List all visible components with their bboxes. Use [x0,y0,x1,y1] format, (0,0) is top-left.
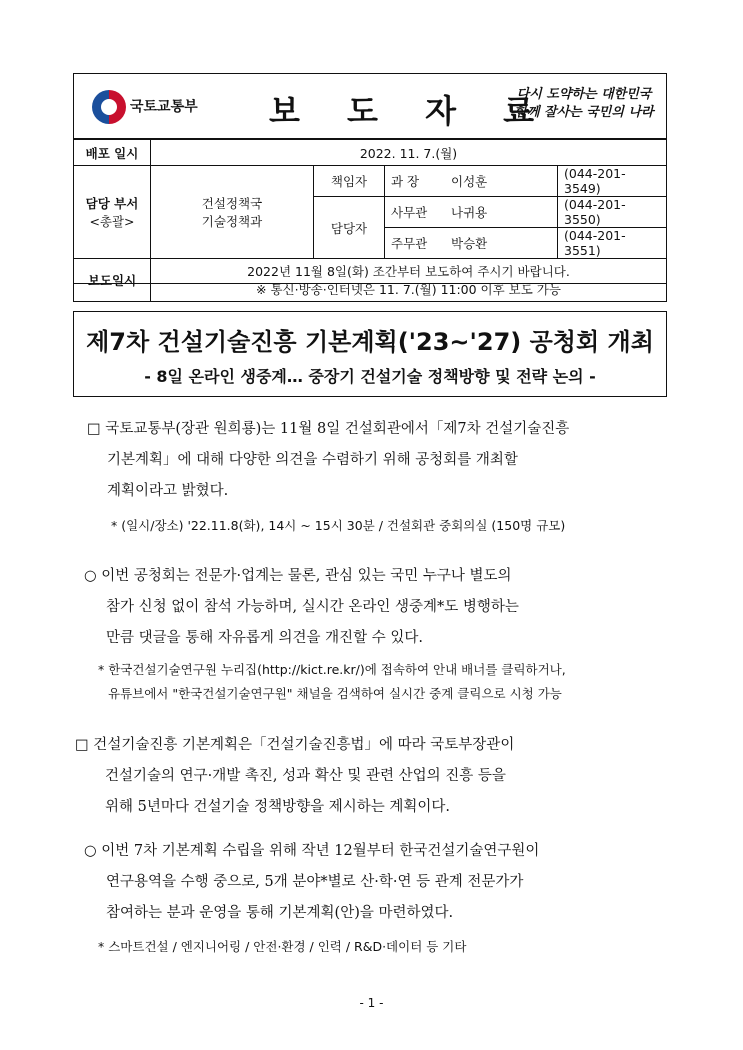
divider [73,283,667,284]
p3-role: 주무관 [391,236,428,251]
p2-name: 나귀용 [451,205,488,220]
section-3 [75,730,675,823]
release-line-2: ※ 통신·방송·인터넷은 11. 7.(월) 11:00 이후 보도 가능 [256,282,561,297]
s2-line-3: 만큼 댓글을 통해 자유롭게 의견을 개진할 수 있다. [106,630,424,646]
section-1 [87,414,687,507]
p3 [385,228,558,259]
dept-1: 건설정책국 [201,196,263,211]
p1-name: 이성훈 [451,174,488,189]
s3-line-2: 건설기술의 연구·개발 촉진, 성과 확산 및 관련 산업의 진흥 등을 [105,768,506,784]
subheadline: - 8일 온라인 생중계… 중장기 건설기술 정책방향 및 전략 논의 - [144,367,596,386]
release-info [151,259,667,302]
p1-role: 과 장 [391,174,420,189]
slogan-line-1: 다시 도약하는 대한민국 [516,87,652,102]
dept-label-text: 담당 부서 [85,196,139,211]
s4-line-3: 참여하는 분과 운영을 통해 기본계획(안)을 마련하였다. [106,905,454,921]
release-label: 보도일시 [74,259,151,302]
s3-line-1: □ 건설기술진흥 기본계획은「건설기술진흥법」에 따라 국토부장관이 [75,737,515,753]
ministry-logo-icon [92,90,126,124]
dist-date: 2022. 11. 7.(월) [151,140,667,166]
s2-note-1: * 한국건설기술연구원 누리집(http://kict.re.kr/)에 접속하여 안내 배너를 클릭하거나, [98,662,566,677]
section-4 [84,836,684,929]
p1-tel: (044-201-3549) [558,166,667,197]
p3-tel: (044-201-3551) [558,228,667,259]
s4-line-2: 연구용역을 수행 중으로, 5개 분야*별로 산·학·연 등 관계 전문가가 [106,874,524,890]
dept-sub-text: <총괄> [89,214,135,229]
s1-line-1: □ 국토교통부(장관 원희룡)는 11월 8일 건설회관에서「제7차 건설기술진흥 [87,421,570,437]
ministry-name: 국토교통부 [130,99,198,115]
s2-notes [98,658,566,706]
section-2 [84,561,684,654]
release-line-1: 2022년 11월 8일(화) 조간부터 보도하여 주시기 바랍니다. [247,264,570,279]
s2-line-1: ○ 이번 공청회는 전문가·업계는 물론, 관심 있는 국민 누구나 별도의 [84,568,512,584]
dept-label [74,166,151,259]
p3-name: 박승환 [451,236,488,251]
dept-2: 기술정책과 [201,214,263,229]
p2-tel: (044-201-3550) [558,197,667,228]
s2-note-2: 유튜브에서 "한국건설기술연구원" 채널을 검색하여 실시간 중계 클릭으로 시청 가능 [108,686,562,701]
p1 [385,166,558,197]
dept-names [151,166,314,259]
slogan-line-2: 함께 잘사는 국민의 나라 [514,105,654,120]
s3-line-3: 위해 5년마다 건설기술 정책방향을 제시하는 계획이다. [105,799,451,815]
dist-label: 배포 일시 [74,140,151,166]
s4-note: * 스마트건설 / 엔지니어링 / 안전·환경 / 인력 / R&D·데이터 등 기타 [98,939,467,954]
s2-line-2: 참가 신청 없이 참석 가능하며, 실시간 온라인 생중계*도 병행하는 [106,599,519,615]
s1-line-3: 계획이라고 밝혔다. [107,483,229,499]
page-number: - 1 - [359,996,384,1010]
s1-note: * (일시/장소) '22.11.8(화), 14시 ~ 15시 30분 / 건설회관 중회의실 (150명 규모) [111,518,566,533]
slogan [504,86,664,122]
headline-box [73,311,667,397]
s1-line-2: 기본계획」에 대해 다양한 의견을 수렴하기 위해 공청회를 개최할 [107,452,518,468]
headline: 제7차 건설기술진흥 기본계획('23~'27) 공청회 개최 [86,328,654,356]
press-release-title: 보 도 자 료 [269,92,553,130]
p2 [385,197,558,228]
s4-line-1: ○ 이번 7차 기본계획 수립을 위해 작년 12월부터 한국건설기술연구원이 [84,843,540,859]
info-table [73,139,667,302]
p2-role: 사무관 [391,205,428,220]
press-header [73,73,667,139]
resp-label: 책임자 [314,166,385,197]
staff-label: 담당자 [314,197,385,259]
